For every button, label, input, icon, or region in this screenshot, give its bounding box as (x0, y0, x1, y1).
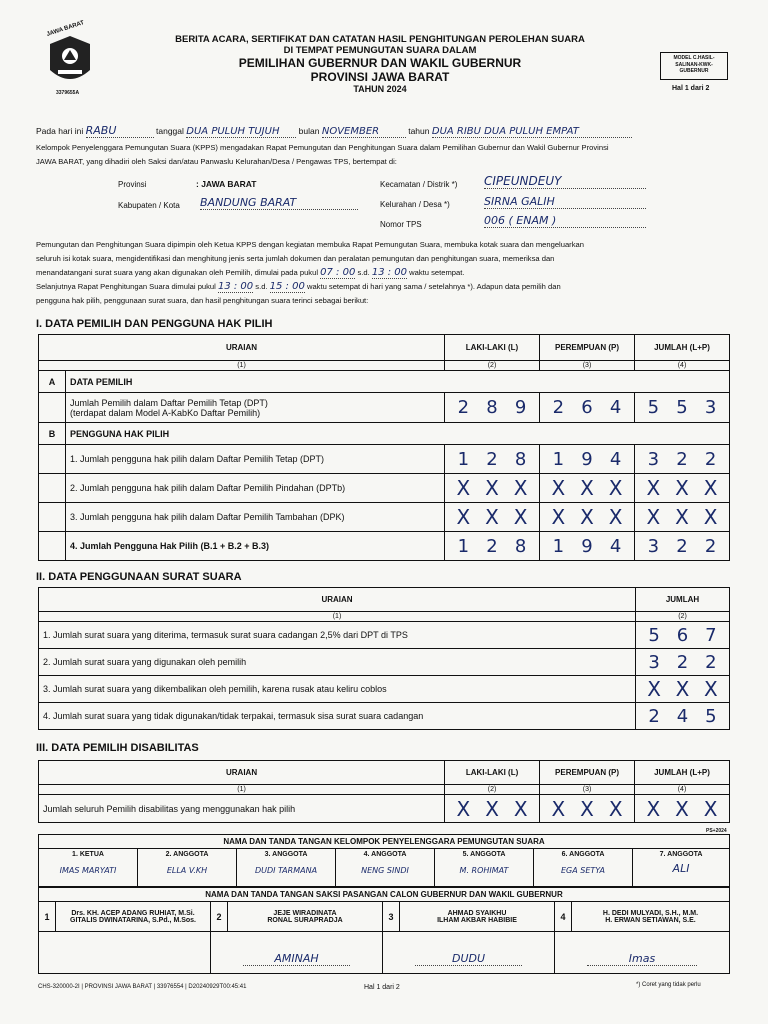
r2-perempuan (540, 474, 635, 503)
kpps-role-6: 6. ANGGOTA (561, 851, 605, 858)
cand-3-b: ILHAM AKBAR HABIBIE (437, 916, 517, 924)
s1-n4: (4) (635, 361, 730, 371)
cand-2-a: JEJE WIRADINATA (273, 909, 337, 917)
kpps-role-3: 3. ANGGOTA (264, 851, 308, 858)
handwritten-digit: 1 (552, 448, 565, 470)
logo-top-text: JAWA BARAT (46, 20, 85, 38)
kpu-emblem-icon (40, 30, 100, 94)
para-line-5: pengguna hak pilih, penggunaan surat suara, dan hasil penghitungan suara terinci sebagai berikut: (36, 296, 369, 305)
handwritten-digit: 6 (676, 624, 689, 646)
s1-b2-blank (39, 474, 66, 503)
time-start: 07 : 00 (320, 267, 356, 278)
tahun-value: DUA RIBU DUA PULUH EMPAT (432, 126, 632, 138)
s3-n1: (1) (39, 785, 445, 795)
kpps-title: NAMA DAN TANDA TANGAN KELOMPOK PENYELENGGARA PEMUNGUTAN SUARA (39, 835, 730, 849)
cross-mark: X (608, 505, 623, 529)
kpps-name-4: NENG SINDI (361, 866, 409, 875)
kpps-anggota-3 (237, 849, 336, 887)
time-end: 13 : 00 (371, 267, 408, 278)
handwritten-digit: 2 (552, 397, 565, 418)
model-line-1: MODEL C.HASIL- (673, 55, 715, 61)
handwritten-digit: 2 (676, 448, 688, 470)
s2-r1-value (636, 622, 730, 649)
handwritten-digit: 1 (457, 448, 470, 470)
model-line-2: SALINAN-KWK- (675, 61, 713, 68)
section-3-title: III. DATA PEMILIH DISABILITAS (36, 742, 199, 754)
s1-h-jumlah: JUMLAH (L+P) (635, 335, 730, 361)
para-line-2: seluruh isi kotak suara, mengidentifikasi dan menghitung jenis serta jumlah dokumen dan peralatan pemungutan dan penghitungan suara, memeriksa dan (36, 254, 555, 263)
handwritten-digit: 4 (676, 705, 689, 727)
r3-laki (445, 503, 540, 532)
s2-r2-digits (640, 652, 725, 673)
footer-mid: Hal 1 dari 2 (364, 984, 400, 991)
r2-jumlah (635, 474, 730, 503)
cand-2-b: RONAL SURAPRADJA (267, 916, 343, 924)
s1-b1-blank (39, 445, 66, 474)
kpps-ketua (39, 849, 138, 887)
r1-laki (445, 445, 540, 474)
saksi-sig-4: Imas (587, 952, 697, 966)
header-line-2: DI TEMPAT PEMUNGUTAN SUARA DALAM (283, 45, 477, 56)
kpps-role-7: 7. ANGGOTA (659, 851, 703, 858)
handwritten-digit: 2 (704, 535, 717, 557)
saksi-cand-2 (228, 902, 383, 932)
r3-jumlah (635, 503, 730, 532)
kabupaten-value: BANDUNG BARAT (200, 196, 358, 210)
handwritten-digit: 8 (514, 448, 527, 470)
s3-n3: (3) (540, 785, 635, 795)
cross-mark: X (513, 505, 528, 529)
handwritten-digit: 5 (648, 624, 660, 646)
intro-pada: Pada hari ini (36, 126, 84, 136)
dpt-line-1: Jumlah Pemilih dalam Daftar Pemilih Tetap (DPT) (70, 397, 268, 408)
handwritten-digit: 5 (647, 397, 660, 418)
model-line-3: GUBERNUR (679, 68, 709, 74)
cand-4-a: H. DEDI MULYADI, S.H., M.M. (602, 909, 699, 917)
header-line-4: PROVINSI JAWA BARAT (310, 70, 450, 84)
r1-perempuan (540, 445, 635, 474)
header-line-3: PEMILIHAN GUBERNUR DAN WAKIL GUBERNUR (238, 56, 522, 70)
section-1-title: I. DATA PEMILIH DAN PENGGUNA HAK PILIH (36, 318, 273, 330)
r4-jumlah (635, 532, 730, 561)
kpps-role-2: 2. ANGGOTA (165, 851, 209, 858)
saksi-no-4: 4 (555, 902, 572, 932)
s3-h-perempuan: PEREMPUAN (P) (540, 761, 635, 785)
kabupaten-label: Kabupaten / Kota (118, 201, 180, 210)
section-3-table (38, 760, 730, 823)
cross-mark: X (675, 505, 689, 529)
cross-mark: X (646, 476, 661, 500)
cross-mark: X (456, 476, 471, 500)
kpps-role-4: 4. ANGGOTA (363, 851, 407, 858)
cross-mark: X (580, 796, 594, 821)
saksi-sign-2 (211, 932, 383, 974)
handwritten-digit: 8 (514, 535, 527, 557)
form-header (110, 34, 650, 94)
r3-perempuan-cross (544, 505, 630, 529)
saksi-no-3: 3 (383, 902, 400, 932)
r2-perempuan-cross (544, 476, 630, 500)
handwritten-digit: 5 (705, 705, 717, 727)
cross-mark: X (580, 476, 594, 500)
footer-right: *) Coret yang tidak perlu (636, 982, 701, 988)
s1-r2-label: 2. Jumlah pengguna hak pilih dalam Daftar Pemilih Pindahan (DPTb) (66, 474, 445, 503)
s3-h-laki: LAKI-LAKI (L) (445, 761, 540, 785)
count-end: 15 : 00 (269, 281, 305, 292)
kelurahan-label: Kelurahan / Desa *) (380, 200, 450, 209)
cross-mark: X (675, 796, 689, 821)
section-2-title: II. DATA PENGGUNAAN SURAT SUARA (36, 571, 242, 583)
s2-r3-label: 3. Jumlah surat suara yang dikembalikan oleh pemilih, karena rusak atau keliru coblos (39, 676, 636, 703)
handwritten-digit: 4 (609, 397, 622, 418)
tahun-label: tahun (408, 126, 430, 136)
s2-r1-digits (640, 625, 725, 646)
kecamatan-label: Kecamatan / Distrik *) (380, 180, 458, 189)
cross-mark: X (608, 476, 623, 500)
kelurahan-value: SIRNA GALIH (484, 195, 646, 209)
handwritten-digit: 1 (457, 535, 470, 557)
kpps-name-3: DUDI TARMANA (254, 866, 318, 875)
sd-2: s.d. (255, 282, 268, 291)
r3-jumlah-cross (639, 505, 725, 529)
section-2-table (38, 587, 730, 730)
saksi-sign-4 (555, 932, 730, 974)
handwritten-digit: 3 (648, 651, 660, 673)
kpps-name-5: M. ROHIMAT (459, 866, 509, 875)
cross-mark: X (703, 677, 718, 701)
handwritten-digit: 9 (514, 397, 527, 418)
cross-mark: X (551, 476, 566, 500)
provinsi-value: : JAWA BARAT (196, 179, 257, 189)
cross-mark: X (513, 796, 528, 821)
s3-laki-cross (449, 797, 535, 821)
para-line-1: Pemungutan dan Penghitungan Suara dipimpin oleh Ketua KPPS dengan kegiatan membuka Rapat Pemungutan Suara, membuka kotak suara dan mengeluarkan (36, 240, 584, 249)
kpps-anggota-4 (336, 849, 435, 887)
handwritten-digit: 4 (609, 448, 622, 470)
s1-a: A (39, 371, 66, 393)
tanggal-value: DUA PULUH TUJUH (186, 126, 296, 138)
intro-para-2: JAWA BARAT, yang dihadiri oleh Saksi dan/atau Panwaslu Kelurahan/Desa / Pengawas TPS, bertempat di: (36, 157, 397, 166)
cross-mark: X (703, 505, 718, 529)
r1-laki-digits (449, 449, 535, 470)
handwritten-digit: 2 (648, 705, 660, 727)
saksi-no-1: 1 (39, 902, 56, 932)
page-indicator: Hal 1 dari 2 (672, 85, 710, 92)
cross-mark: X (485, 796, 499, 821)
s2-r1-label: 1. Jumlah surat suara yang diterima, termasuk surat suara cadangan 2,5% dari DPT di TPS (39, 622, 636, 649)
cross-mark: X (513, 476, 528, 500)
logo-code: 3379655A (56, 90, 80, 96)
s2-r4-value (636, 703, 730, 730)
para-line-3 (36, 266, 736, 280)
kpps-name-6: EGA SETYA (560, 866, 606, 875)
handwritten-digit: 2 (704, 448, 717, 470)
r3-perempuan (540, 503, 635, 532)
r4-laki-digits (449, 536, 535, 557)
dpt-perempuan-digits (544, 397, 630, 418)
s2-r2-label: 2. Jumlah surat suara yang digunakan oleh pemilih (39, 649, 636, 676)
cand-3-a: AHMAD SYAIKHU (447, 909, 507, 917)
s1-a-title: DATA PEMILIH (66, 371, 730, 393)
saksi-title: NAMA DAN TANDA TANGAN SAKSI PASANGAN CALON GUBERNUR DAN WAKIL GUBERNUR (39, 888, 730, 902)
s1-b: B (39, 423, 66, 445)
s3-r1-label: Jumlah seluruh Pemilih disabilitas yang menggunakan hak pilih (39, 795, 445, 823)
cross-mark: X (485, 505, 499, 529)
cross-mark: X (456, 796, 471, 821)
s1-h-perempuan: PEREMPUAN (P) (540, 335, 635, 361)
dpt-laki-digits (449, 397, 535, 418)
handwritten-digit: 3 (704, 397, 717, 418)
header-line-1: BERITA ACARA, SERTIFIKAT DAN CATATAN HASIL PENGHITUNGAN PEROLEHAN SUARA (175, 34, 585, 45)
cross-mark: X (646, 505, 661, 529)
cross-mark: X (485, 476, 499, 500)
cand-1-a: Drs. KH. ACEP ADANG RUHIAT, M.Si. (71, 909, 195, 917)
s3-jumlah-cross (639, 797, 725, 821)
handwritten-digit: 2 (676, 535, 688, 557)
kpu-logo (40, 20, 100, 96)
tanggal-label: tanggal (156, 126, 184, 136)
saksi-sig-2: AMINAH (243, 952, 350, 966)
s2-r2-value (636, 649, 730, 676)
cand-4-b: H. ERWAN SETIAWAN, S.E. (605, 916, 696, 924)
cross-mark: X (703, 796, 718, 821)
header-line-5: TAHUN 2024 (353, 84, 407, 94)
s1-b-title: PENGGUNA HAK PILIH (66, 423, 730, 445)
kpps-sign-row (39, 849, 730, 887)
count-start: 13 : 00 (217, 281, 254, 292)
handwritten-digit: 2 (486, 535, 498, 557)
r4-laki (445, 532, 540, 561)
r2-jumlah-cross (639, 476, 725, 500)
handwritten-digit: 6 (581, 397, 593, 418)
intro-line (36, 124, 736, 138)
cross-mark: X (551, 505, 566, 529)
cross-mark: X (647, 677, 661, 701)
dpt-jumlah-digits (639, 397, 725, 418)
dpt-jumlah (635, 393, 730, 423)
s1-n1: (1) (39, 361, 445, 371)
kpps-role-5: 5. ANGGOTA (462, 851, 506, 858)
kecamatan-value: CIPEUNDEUY (484, 174, 646, 189)
handwritten-digit: 8 (486, 397, 498, 418)
s2-r3-value (636, 676, 730, 703)
handwritten-digit: 3 (647, 448, 660, 470)
r1-perempuan-digits (544, 449, 630, 470)
cross-mark: X (608, 796, 623, 821)
saksi-sign-1 (39, 932, 211, 974)
s2-n2: (2) (636, 612, 730, 622)
cross-mark: X (675, 677, 690, 701)
handwritten-digit: 2 (676, 651, 689, 673)
kpps-signature-table (38, 834, 730, 887)
s2-n1: (1) (39, 612, 636, 622)
s3-h-uraian: URAIAN (39, 761, 445, 785)
r1-jumlah-digits (639, 449, 725, 470)
kpps-anggota-6 (534, 849, 633, 887)
s3-h-jumlah: JUMLAH (L+P) (635, 761, 730, 785)
kpps-anggota-5 (435, 849, 534, 887)
s2-h-jumlah: JUMLAH (636, 588, 730, 612)
cross-mark: X (646, 796, 661, 821)
s1-n2: (2) (445, 361, 540, 371)
kpps-anggota-7 (633, 849, 730, 887)
saksi-cand-1 (56, 902, 211, 932)
s1-r4-label: 4. Jumlah Pengguna Hak Pilih (B.1 + B.2 + B.3) (66, 532, 445, 561)
s3-n2: (2) (445, 785, 540, 795)
r3-laki-cross (449, 505, 535, 529)
para-line-4a: Selanjutnya Rapat Penghitungan Suara dimulai pukul (36, 282, 216, 291)
r2-laki (445, 474, 540, 503)
s2-h-uraian: URAIAN (39, 588, 636, 612)
tps-value: 006 ( ENAM ) (484, 214, 646, 228)
kpps-mark: PS+2024 (706, 828, 727, 834)
saksi-signature-table (38, 887, 730, 974)
handwritten-digit: 4 (609, 535, 622, 557)
r4-perempuan (540, 532, 635, 561)
bulan-value: NOVEMBER (322, 126, 406, 138)
kpps-name-7: ALI (672, 862, 690, 875)
model-box (660, 52, 728, 80)
s1-r1-label: 1. Jumlah pengguna hak pilih dalam Daftar Pemilih Tetap (DPT) (66, 445, 445, 474)
kpps-name-1: IMAS MARYATI (59, 866, 117, 875)
para-line-3a: menandatangani surat suara yang akan digunakan oleh Pemilih, dimulai pada pukul (36, 268, 319, 277)
s3-laki (445, 795, 540, 823)
saksi-cand-3 (400, 902, 555, 932)
saksi-sign-3 (383, 932, 555, 974)
body-paragraph (36, 238, 736, 308)
s1-b4-blank (39, 532, 66, 561)
handwritten-digit: 2 (705, 651, 717, 673)
r4-perempuan-digits (544, 536, 630, 557)
s2-r4-label: 4. Jumlah surat suara yang tidak digunakan/tidak terpakai, termasuk sisa surat suara cadangan (39, 703, 636, 730)
handwritten-digit: 9 (581, 535, 593, 557)
handwritten-digit: 3 (647, 535, 660, 557)
handwritten-digit: 2 (486, 448, 498, 470)
section-1-table (38, 334, 730, 561)
handwritten-digit: 9 (581, 448, 593, 470)
sd-1: s.d. (357, 268, 370, 277)
s1-n3: (3) (540, 361, 635, 371)
para-line-4b: waktu setempat di hari yang sama / setelahnya *). Adapun data pemilih dan (306, 282, 561, 291)
s1-b3-blank (39, 503, 66, 532)
s3-perempuan-cross (544, 797, 630, 821)
handwritten-digit: 1 (552, 535, 565, 557)
saksi-no-2: 2 (211, 902, 228, 932)
dpt-perempuan (540, 393, 635, 423)
cross-mark: X (551, 796, 566, 821)
cross-mark: X (703, 476, 718, 500)
tps-label: Nomor TPS (380, 220, 422, 229)
kpps-name-2: ELLA V.KH (166, 866, 208, 875)
provinsi-label: Provinsi (118, 180, 147, 189)
saksi-sig-3: DUDU (415, 952, 522, 966)
cross-mark: X (456, 505, 471, 529)
s1-dpt-label (66, 393, 445, 423)
handwritten-digit: 7 (705, 624, 717, 646)
footer-left: CHS-320000-2I | PROVINSI JAWA BARAT | 33976554 | D20240929T00:45:41 (38, 984, 247, 990)
dpt-laki (445, 393, 540, 423)
r4-jumlah-digits (639, 536, 725, 557)
cross-mark: X (580, 505, 594, 529)
para-line-3b: waktu setempat. (409, 268, 465, 277)
s3-perempuan (540, 795, 635, 823)
dpt-line-2: (terdapat dalam Model A-KabKo Daftar Pemilih) (70, 407, 261, 418)
cross-mark: X (675, 476, 689, 500)
r2-laki-cross (449, 476, 535, 500)
s1-h-uraian: URAIAN (39, 335, 445, 361)
cand-1-b: GITALIS DWINATARINA, S.Pd., M.Sos. (70, 916, 196, 924)
handwritten-digit: 2 (457, 397, 470, 418)
hari-value: RABU (86, 124, 154, 138)
r1-jumlah (635, 445, 730, 474)
s2-r3-cross (640, 677, 725, 701)
handwritten-digit: 5 (676, 397, 688, 418)
s1-r3-label: 3. Jumlah pengguna hak pilih dalam Daftar Pemilih Tambahan (DPK) (66, 503, 445, 532)
kpps-role-1: 1. KETUA (72, 851, 104, 858)
s3-jumlah (635, 795, 730, 823)
s1-h-laki: LAKI-LAKI (L) (445, 335, 540, 361)
para-line-4 (36, 280, 736, 294)
intro-para-1: Kelompok Penyelenggara Pemungutan Suara (KPPS) mengadakan Rapat Pemungutan dan Penghitungan Suara dalam Pemilihan Gubernur dan Wakil Gubernur Provinsi (36, 143, 609, 152)
s1-a-blank (39, 393, 66, 423)
saksi-cand-4 (572, 902, 730, 932)
s2-r4-digits (640, 706, 725, 727)
kpps-anggota-2 (138, 849, 237, 887)
s3-n4: (4) (635, 785, 730, 795)
bulan-label: bulan (298, 126, 320, 136)
